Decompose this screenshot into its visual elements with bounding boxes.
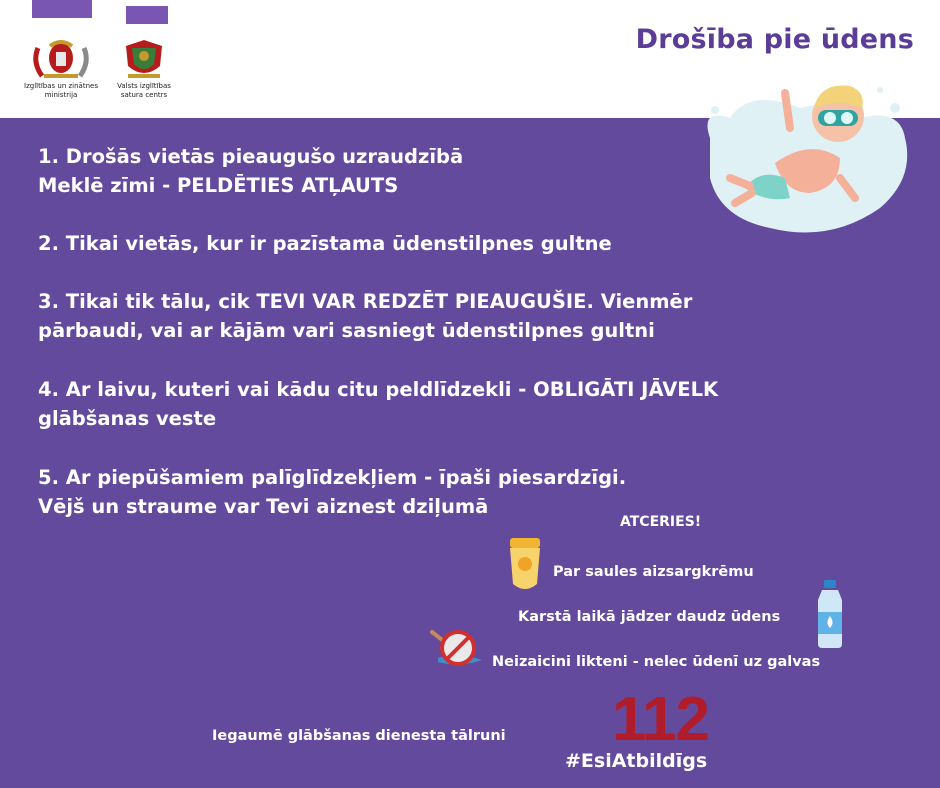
no-diving-icon bbox=[430, 626, 486, 672]
page-title: Drošība pie ūdens bbox=[635, 24, 914, 55]
coat-of-arms-icon bbox=[28, 36, 94, 82]
emergency-phone-number: 112 bbox=[612, 685, 710, 754]
phone-caption: Iegaumē glābšanas dienesta tālruni bbox=[212, 728, 506, 744]
tip-water: Karstā laikā jādzer daudz ūdens bbox=[518, 609, 781, 625]
ministry-logo bbox=[28, 36, 94, 82]
header-accent-bar bbox=[126, 6, 168, 24]
swimming-child-illustration bbox=[690, 68, 920, 248]
rule-2: 2. Tikai vietās, kur ir pazīstama ūdenstilpnes gultne bbox=[38, 232, 612, 255]
hashtag: #EsiAtbildīgs bbox=[565, 750, 708, 772]
coat-of-arms-icon bbox=[118, 36, 170, 82]
header-accent-bar bbox=[32, 0, 92, 18]
logo-caption: Valsts izglītības satura centrs bbox=[117, 82, 171, 99]
sunscreen-icon bbox=[506, 536, 544, 594]
rule-1: 1. Drošās vietās pieaugušo uzraudzībā Meklē zīmi - PELDĒTIES ATĻAUTS bbox=[38, 145, 464, 197]
visc-logo bbox=[118, 36, 170, 82]
rule-4: 4. Ar laivu, kuteri vai kādu citu peldlīdzekli - OBLIGĀTI JĀVELK glābšanas veste bbox=[38, 378, 719, 430]
rule-3: 3. Tikai tik tālu, cik TEVI VAR REDZĒT PIEAUGUŠIE. Vienmēr pārbaudi, vai ar kājām vari sasniegt ūdenstilpnes gultni bbox=[38, 290, 693, 342]
tip-sunscreen: Par saules aizsargkrēmu bbox=[553, 564, 754, 580]
water-bottle-icon bbox=[812, 578, 848, 650]
rule-5: 5. Ar piepūšamiem palīglīdzekļiem - īpaši piesardzīgi. Vējš un straume var Tevi aiznest dziļumā bbox=[38, 466, 627, 518]
logo-caption: Izglītības un zinātnes ministrija bbox=[24, 82, 98, 99]
tip-no-diving: Neizaicini likteni - nelec ūdenī uz galvas bbox=[492, 654, 821, 670]
remember-heading: ATCERIES! bbox=[620, 514, 702, 530]
